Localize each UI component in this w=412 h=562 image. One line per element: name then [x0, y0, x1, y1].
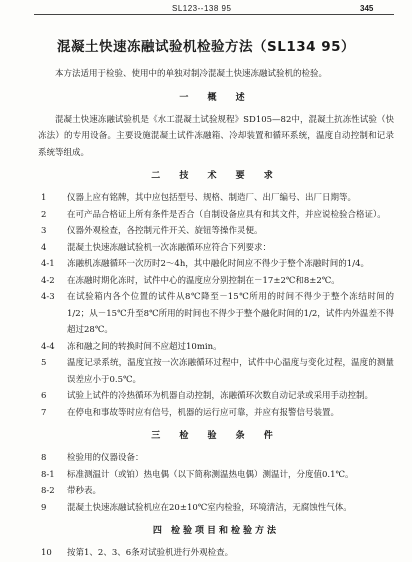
item-text: 试验上试件的冷热循环为机器自动控制，冻融循环次数自动记录或采用手动控制。 — [67, 391, 374, 401]
list-item — [38, 256, 394, 273]
list-item — [38, 483, 394, 500]
list-item — [38, 355, 394, 388]
list-item — [38, 223, 394, 240]
item-number: 4-4 — [41, 341, 55, 352]
section-heading-methods: 四 检验项目和检验方法 — [152, 526, 280, 536]
item-text: 冻融机冻融循环一次历时2～4h，其中融化时间应不得少于整个冻融时间的1/4。 — [67, 259, 369, 269]
list-item — [38, 450, 394, 467]
item-text: 按第1、2、3、6条对试验机进行外观检查。 — [67, 548, 234, 558]
item-number: 4-1 — [41, 259, 55, 269]
list-item — [38, 405, 394, 422]
item-text: 带秒表。 — [67, 486, 102, 496]
item-number: 10 — [41, 548, 52, 558]
item-text: 在试验箱内各个位置的试件从8℃降至－15℃所用的时间不得少于整个冻结时间的1/2；从－15℃升至8℃所用的时间也不得少于整个融化时间的1/2，试件内外温差不得超过28℃。 — [67, 292, 394, 335]
section-heading-overview: 一 概 述 — [179, 92, 253, 103]
item-text: 在可产品合格证上所有条件是否合（自制设备应具有和其文件，并应说检验合格证）。 — [67, 209, 386, 220]
list-item — [38, 388, 394, 405]
document-title: 混凝土快速冻融试验机检验方法（SL134 95） — [57, 39, 355, 55]
list-item — [38, 273, 394, 290]
list-item — [38, 289, 394, 339]
list-item — [38, 339, 394, 356]
item-text: 在冻融时期化冻时，试件中心的温度应分别控制在－17±2℃和8±2℃。 — [67, 275, 340, 286]
item-number: 2 — [41, 209, 47, 220]
item-number: 8 — [41, 453, 47, 463]
list-item — [38, 467, 394, 484]
intro-paragraph: 本方法适用于检验、使用中的单独对制冷混凝土快速冻融试验机的检验。 — [55, 69, 328, 79]
list-item — [38, 240, 394, 257]
item-text: 混凝土快速冻融试验机一次冻融循环应符合下列要求： — [67, 242, 272, 253]
item-text: 标准测温计（或铂）热电偶（以下简称测温热电偶）测温计，分度值0.1℃。 — [67, 469, 354, 480]
item-text: 混凝土快速冻融试验机应在20±10℃室内检验，环境清洁，无腐蚀性气体。 — [67, 502, 352, 513]
item-number: 4 — [41, 242, 47, 253]
item-text: 仪器外观检查，各控制元件开关、旋钮等操作灵便。 — [67, 226, 263, 236]
item-text: 检验用的仪器设备： — [67, 453, 144, 463]
running-header — [0, 0, 412, 14]
section-heading-requirements: 二 技 术 要 求 — [151, 171, 281, 181]
item-number: 1 — [41, 193, 47, 203]
section-heading-conditions: 三 检 验 条 件 — [151, 431, 281, 441]
item-number: 5 — [41, 358, 47, 368]
item-number: 3 — [41, 226, 47, 236]
list-item — [38, 190, 394, 207]
overview-paragraph: 混凝土快速冻融试验机是《水工混凝土试验规程》SD105—82中，混凝土抗冻性试验（快冻法）的专用设备。主要设施混凝土试件冻融箱、冷却装置和循环系统，温度自动控制和记录系统等组成。 — [38, 114, 394, 158]
item-text: 冻和融之间的转换时间不应超过10min。 — [67, 341, 222, 352]
list-item — [38, 545, 394, 562]
item-number: 8-2 — [41, 486, 55, 496]
item-text: 在停电和事故等时应有信号，机器的运行应可靠，并应有报警信号装置。 — [67, 407, 340, 418]
list-item — [38, 207, 394, 224]
item-text: 仪器上应有铭牌，其中应包括型号、规格、制造厂、出厂编号、出厂日期等。 — [67, 193, 357, 203]
item-number: 4-3 — [41, 292, 55, 302]
item-text: 温度记录系统，温度宜按一次冻融循环过程中，试件中心温度与变化过程，温度的测量误差应小于0.5℃。 — [67, 358, 394, 385]
standard-code: SL123--138 95 — [172, 4, 232, 13]
item-number: 9 — [41, 502, 47, 513]
page-number: 345 — [360, 4, 374, 13]
item-number: 8-1 — [41, 469, 55, 480]
item-number: 6 — [41, 391, 47, 401]
header-rule — [34, 14, 394, 15]
list-item — [38, 500, 394, 517]
item-number: 7 — [41, 407, 47, 418]
item-number: 4-2 — [41, 275, 55, 286]
document-body — [38, 66, 394, 562]
